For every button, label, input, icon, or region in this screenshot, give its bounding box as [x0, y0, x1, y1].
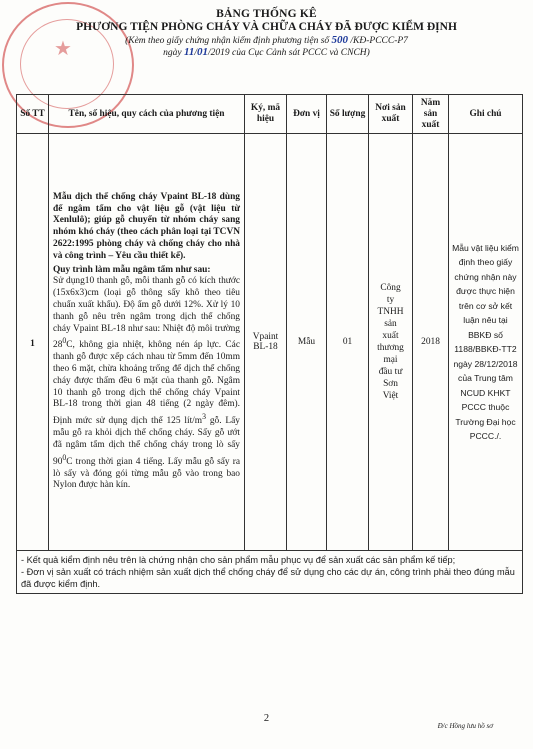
footer-note-1: - Kết quả kiểm định nêu trên là chứng nhận cho sản phẩm mẫu phục vụ để sản xuất các sản phẩm kế tiếp; [21, 555, 456, 565]
cell-description [49, 134, 245, 551]
header-year: Năm sản xuất [413, 95, 449, 134]
cert-number: 500 [331, 34, 349, 46]
process-part-3: gỗ. Lấy mẫu gỗ ra khỏi dịch thể chống cháy. Sấy gỗ ướt đã ngâm tẩm dịch thể chống cháy trong lò sấy 90 [53, 416, 240, 467]
origin-line: Sơn [383, 379, 398, 389]
origin-line: thương [377, 343, 404, 353]
cell-origin [369, 134, 413, 551]
degree-sup-1: 0 [62, 336, 67, 346]
header-unit: Đơn vị [287, 95, 327, 134]
origin-line: Công [380, 283, 401, 293]
title-line-1: BẢNG THỐNG KÊ [216, 8, 317, 20]
subtitle-date-pre: ngày [163, 48, 182, 58]
archive-note: Đ/c Hồng lưu hồ sơ [437, 722, 493, 730]
cell-model: Vpaint BL-18 [245, 134, 287, 551]
header-name: Tên, số hiệu, quy cách của phương tiện [49, 95, 245, 134]
header-stt: Số TT [17, 95, 49, 134]
degree-sup-2: 0 [62, 452, 67, 462]
product-description: Mẫu dịch thể chống cháy Vpaint BL-18 dùng để ngâm tẩm cho vật liệu gỗ (vật liệu từ Xenlulô); giúp gỗ chuyển từ nhóm cháy sang nhóm khó cháy (theo cách phân loại tại TCVN 2622:1995 phòng cháy và chống cháy cho nhà và công trình – Yêu cầu thiết kế). [53, 191, 240, 261]
cell-year: 2018 [413, 134, 449, 551]
process-text [53, 276, 240, 492]
process-heading: Quy trình làm mẫu ngâm tẩm như sau: [53, 264, 211, 275]
footer-notes [17, 551, 523, 594]
origin-line: ty [386, 295, 395, 305]
cell-unit: Mẫu [287, 134, 327, 551]
origin-line: Việt [382, 391, 399, 401]
page-number: 2 [263, 713, 270, 724]
process-part-2: C, không gia nhiệt, không nén áp lực. Các thanh gỗ được xếp cách nhau từ 5mm đến 10mm theo 6 mặt, chừa khoảng trống để dịch thể chống cháy được thấm đều 6 mặt của thanh gỗ. Ngâm 10 thanh gỗ trong dịch thể chống cháy Vpaint BL-18 trong thời gian 48 tiếng (2 ngày đêm). Định mức sử dụng dịch thể 125 lít/m [53, 340, 240, 427]
table-header-row [17, 95, 523, 134]
inspection-table [16, 94, 523, 594]
origin-line: TNHH [377, 307, 404, 317]
header-qty: Số lượng [327, 95, 369, 134]
title-line-2: PHƯƠNG TIỆN PHÒNG CHÁY VÀ CHỮA CHÁY ĐÃ ĐƯỢC KIỂM ĐỊNH [76, 21, 457, 33]
table-row [17, 134, 523, 551]
cell-stt: 1 [17, 134, 49, 551]
table-footer-row [17, 551, 523, 594]
process-part-4: C trong thời gian 4 tiếng. Lấy mẫu gỗ sấy ra lò sấy và đóng gói từng mẫu gỗ vào trong bao Nylon được hàn kín. [53, 456, 240, 491]
cell-note: Mẫu vật liệu kiểm định theo giấy chứng nhận này được thực hiện trên cơ sở kết luận nêu tại BBKĐ số 1188/BBKĐ-TT2 ngày 28/12/2018 của Trung tâm NCUD KHKT PCCC thuộc Trường Đại học PCCC./. [449, 134, 523, 551]
subtitle-date-post: /2019 của Cục Cảnh sát PCCC và CNCH) [208, 48, 370, 58]
subtitle: (Kèm theo giấy chứng nhận kiểm định phương tiện số 500 /KĐ-PCCC-P7 ngày 11/01/2019 của Cục Cảnh sát PCCC và CNCH) [125, 34, 408, 58]
origin-line: đầu tư [378, 367, 403, 377]
footer-note-2: - Đơn vị sản xuất có trách nhiệm sản xuất dịch thể chống cháy để sử dụng cho các dự án, công trình phải theo đúng mẫu đã được kiểm định. [21, 567, 515, 589]
header-note: Ghi chú [449, 95, 523, 134]
seal-star-icon: ★ [54, 38, 72, 60]
origin-line: mại [383, 355, 398, 365]
origin-line: xuất [382, 331, 399, 341]
process-part-1: Sử dụng10 thanh gỗ, mỗi thanh gỗ có kích thước (15x6x3)cm (loại gỗ thông sấy khô theo tiêu chuẩn xuất khẩu). Độ ẩm gỗ dưới 12%. Xử lý 10 thanh gỗ nêu trên ngâm trong dịch thể chống cháy Vpaint BL-18 như sau: Nhiệt độ môi trường 28 [53, 276, 240, 351]
cubic-sup: 3 [202, 412, 206, 422]
subtitle-pre: (Kèm theo giấy chứng nhận kiểm định phương tiện số [125, 36, 330, 46]
cert-month: 01 [197, 46, 209, 58]
header-model: Ký, mã hiệu [245, 95, 287, 134]
document-header [0, 8, 533, 59]
origin-line: sản [384, 319, 397, 329]
cell-qty: 01 [327, 134, 369, 551]
subtitle-post: /KĐ-PCCC-P7 [350, 36, 408, 46]
header-origin: Nơi sản xuất [369, 95, 413, 134]
cert-day: 11 [184, 46, 195, 58]
